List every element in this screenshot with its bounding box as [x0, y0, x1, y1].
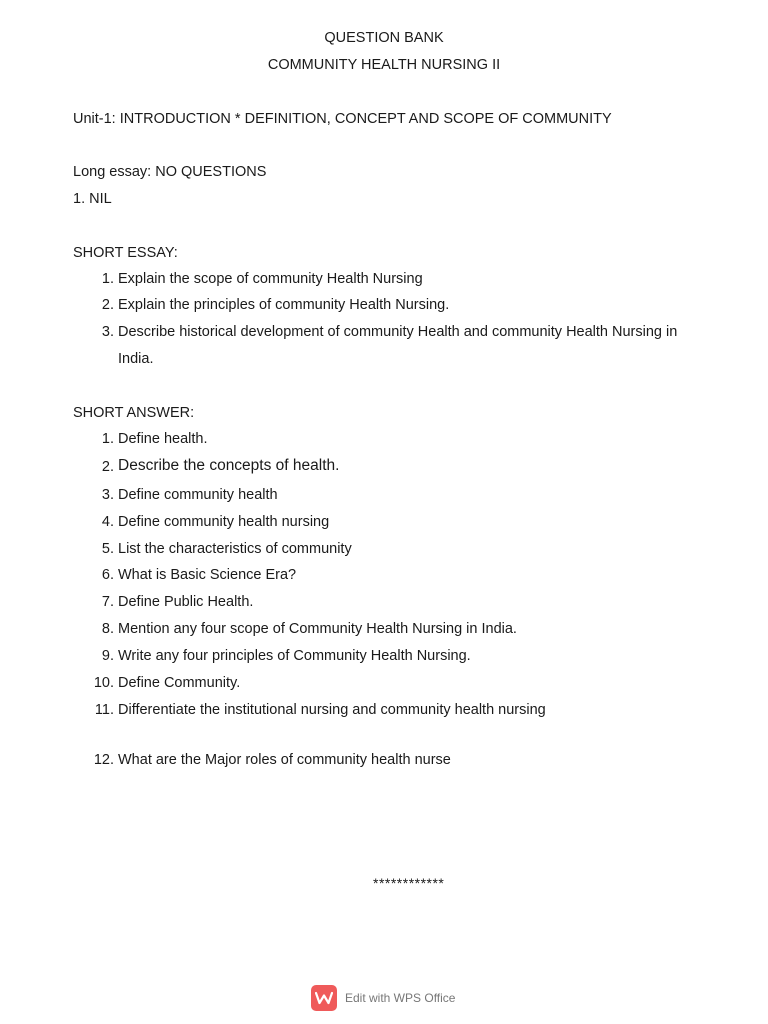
short-answer-item: Mention any four scope of Community Health Nursing in India.: [118, 621, 517, 637]
short-answer-item: Define community health: [118, 487, 278, 503]
short-essay-item: Describe historical development of community Health and community Health Nursing in: [118, 324, 678, 340]
short-essay-item-continuation: India.: [118, 351, 154, 367]
short-answer-item: What are the Major roles of community health nurse: [118, 752, 451, 768]
wps-edit-label: Edit with WPS Office: [345, 991, 456, 1005]
unit-heading: Unit-1: INTRODUCTION * DEFINITION, CONCEPT AND SCOPE OF COMMUNITY: [73, 111, 612, 127]
short-answer-item: What is Basic Science Era?: [118, 567, 297, 583]
short-answer-number: 1.: [101, 431, 114, 447]
short-answer-number: 9.: [101, 648, 114, 664]
short-answer-number: 7.: [101, 594, 114, 610]
short-answer-item: Define Public Health.: [118, 594, 254, 610]
long-essay-item: 1. NIL: [73, 191, 112, 207]
short-answer-item: List the characteristics of community: [118, 541, 352, 557]
wps-edit-link[interactable]: [311, 985, 455, 1011]
short-answer-item: Define Community.: [118, 675, 241, 691]
short-answer-item: Define health.: [118, 431, 208, 447]
short-answer-number: 12.: [93, 752, 114, 768]
short-answer-number: 4.: [101, 514, 114, 530]
short-answer-number: 8.: [101, 621, 114, 637]
end-marker: ************: [373, 875, 445, 891]
wps-office-icon: [311, 985, 337, 1011]
short-answer-item: Write any four principles of Community Health Nursing.: [118, 648, 471, 664]
short-essay-number: 3.: [101, 324, 114, 340]
short-answer-number: 6.: [101, 567, 114, 583]
long-essay-heading: Long essay: NO QUESTIONS: [73, 164, 267, 180]
short-answer-number: 10.: [93, 675, 114, 691]
short-essay-item: Explain the principles of community Health Nursing.: [118, 297, 450, 313]
short-essay-heading: SHORT ESSAY:: [73, 245, 178, 261]
short-answer-item: Differentiate the institutional nursing and community health nursing: [118, 702, 546, 718]
short-answer-number: 3.: [101, 487, 114, 503]
short-essay-number: 2.: [101, 297, 114, 313]
short-answer-number: 11.: [94, 702, 114, 718]
short-essay-item: Explain the scope of community Health Nursing: [118, 271, 423, 287]
short-answer-number: 5.: [101, 541, 114, 557]
short-essay-number: 1.: [101, 271, 114, 287]
short-answer-item: Describe the concepts of health.: [118, 457, 340, 474]
short-answer-item: Define community health nursing: [118, 514, 330, 530]
document-title: QUESTION BANK: [324, 30, 444, 46]
short-answer-heading: SHORT ANSWER:: [73, 405, 195, 421]
document-subtitle: COMMUNITY HEALTH NURSING II: [267, 57, 501, 73]
short-answer-number: 2.: [101, 459, 114, 475]
